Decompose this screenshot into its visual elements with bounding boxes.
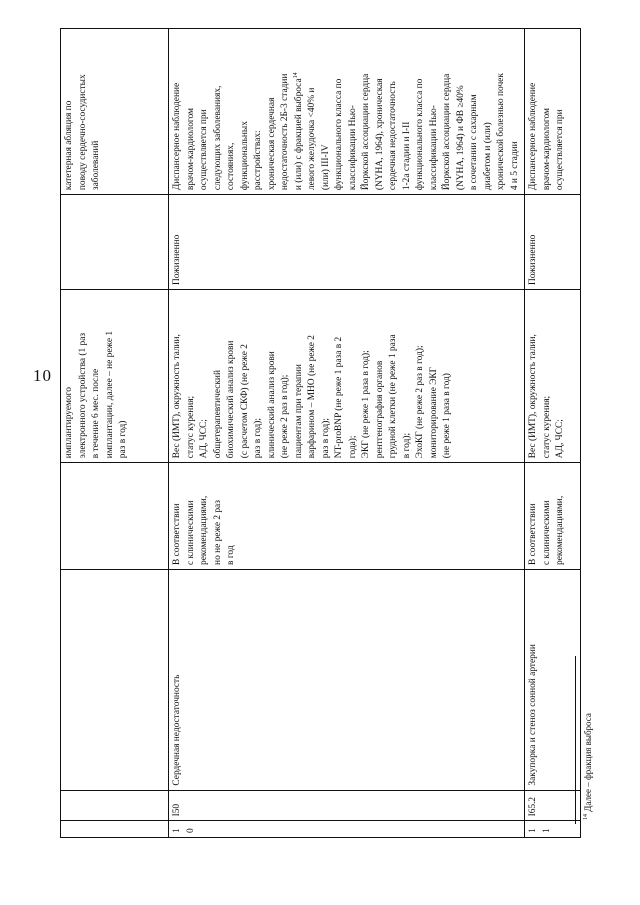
footnote [579,640,593,820]
cell-code: I65.2 [525,790,581,821]
cell-procedures: Вес (ИМТ), окружность талии, статус курения; АД, ЧСС; [525,290,581,463]
cell-procedures: Вес (ИМТ), окружность талии, статус курения; АД, ЧСС; общетерапевтический биохимический анализ крови (с расчетом СКФ) (не реже 2 раз в год); клинический анализ крови (не реже 2 раз в год); пациентам при терапии варфарином – МНО (не реже 2 раз в год); NT-proBNP (не реже 1 раза в 2 года); ЭКГ (не реже 1 раза в год); рентгенография органов грудной клетки (не реже 1 раза в год); ЭхоКГ (не реже 2 раз в год); мониторирование ЭКГ (не реже 1 раза в год) [169,290,525,463]
cell-num [61,821,169,838]
cell-num: 11 [525,821,581,838]
footnote-reference: 14 [292,72,299,79]
cell-duration: Пожизненно [169,195,525,290]
table-row [169,29,525,838]
cell-conditions: Диспансерное наблюдение врачом-кардиологом осуществляется при следующих заболеваниях, состояниях, функциональных расстройствах: хроническая сердечная недостаточность 2Б-3 стадии и (или) с фракцией выброса$^{14}$ левого желудочка <40% и (или) III-IV функционального класса по классификации Нью- Йоркской ассоциации сердца (NYHA, 1964), хроническая сердечная недостаточность 1-2а стадии и I-II функционального класса по классификации Нью- Йоркской ассоциации сердца (NYHA, 1964) и ФВ ≥40% в сочетании с сахарным диабетом и (или) хронической болезнью почек 4 и 5 стадии [169,29,525,195]
footnote-text: Далее – фракция выброса [583,713,593,812]
cell-frequency: В соответствии с клиническими рекомендациями, [525,463,581,570]
page-number: 10 [33,366,52,385]
dispensary-table [60,28,581,838]
rotated-table-container [60,28,565,838]
cell-frequency: В соответствии с клиническими рекомендациями, но не реже 2 раз в год [169,463,525,570]
cell-conditions: катетерная абляция по поводу сердечно-сосудистых заболеваний [61,29,169,195]
cell-conditions: Диспансерное наблюдение врачом-кардиологом осуществляется при [525,29,581,195]
cell-name: Закупорка и стеноз сонной артерии [525,569,581,790]
footnote-marker: 14 [583,814,589,820]
cell-frequency [61,463,169,570]
cell-duration [61,195,169,290]
table-row [61,29,169,838]
cell-duration: Пожизненно [525,195,581,290]
cell-name: Сердечная недостаточность [169,569,525,790]
cell-procedures: имплантируемого электронного устройства (1 раз в течение 6 мес. после имплантации, далее – не реже 1 раз в год) [61,290,169,463]
cell-name [61,569,169,790]
cell-num: 10 [169,821,525,838]
cell-code [61,790,169,821]
cell-code: I50 [169,790,525,821]
table-row [525,29,581,838]
footnote-divider [575,656,576,824]
